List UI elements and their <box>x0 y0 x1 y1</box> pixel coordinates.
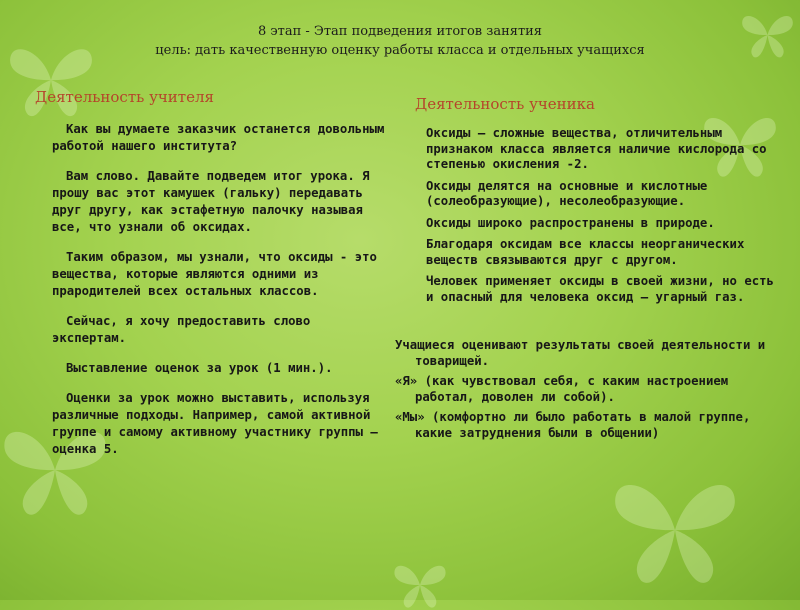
student-heading: Деятельность ученика <box>415 95 595 113</box>
oxide-facts-list <box>393 126 783 305</box>
title-line-1: 8 этап - Этап подведения итогов занятия <box>257 24 543 39</box>
teacher-paragraph: Сейчас, я хочу предоставить слово экспертам. <box>52 314 311 345</box>
list-item <box>393 179 783 210</box>
list-item-text: Благодаря оксидам все классы неорганических веществ связываются друг с другом. <box>426 237 745 267</box>
list-item-text: Оксиды – сложные вещества, отличительным признаком класса является наличие кислорода со степенью окисления -2. <box>426 126 767 171</box>
summary-paragraph: «Я» (как чувствовал себя, с каким настроением работал, доволен ли собой). <box>395 374 729 404</box>
list-item-text: Оксиды делятся на основные и кислотные (солеобразующие), несолеобразующие. <box>426 178 708 208</box>
list-item <box>393 126 783 173</box>
summary-paragraph: Учащиеся оценивают результаты своей деятельности и товарищей. <box>395 338 766 368</box>
student-column <box>393 126 783 446</box>
teacher-paragraph: Оценки за урок можно выставить, используя различные подходы. Например, самой активной группе и самому активному участнику группы – оценка 5. <box>52 391 378 456</box>
teacher-paragraph: Вам слово. Давайте подведем итог урока. Я прошу вас этот камушек (гальку) передавать друг другу, как эстафетную палочку называя все, что узнали об оксидах. <box>52 169 370 234</box>
slide-title <box>0 22 800 60</box>
teacher-heading: Деятельность учителя <box>35 88 214 106</box>
teacher-paragraph: Как вы думаете заказчик останется довольным работой нашего института? <box>52 122 385 153</box>
list-item <box>393 274 783 305</box>
butterfly-icon <box>390 560 450 610</box>
teacher-paragraph: Таким образом, мы узнали, что оксиды - это вещества, которые являются одними из прародителей всех остальных классов. <box>52 250 377 298</box>
list-item <box>393 216 783 232</box>
teacher-column <box>52 121 387 471</box>
self-assessment-block <box>393 338 783 441</box>
butterfly-icon <box>610 470 740 590</box>
list-item-text: Оксиды широко распространены в природе. <box>426 215 715 230</box>
list-item-text: Человек применяет оксиды в своей жизни, но есть и опасный для человека оксид – угарный газ. <box>426 274 774 304</box>
list-item <box>393 237 783 268</box>
summary-paragraph: «Мы» (комфортно ли было работать в малой группе, какие затруднения были в общении) <box>395 410 751 440</box>
teacher-paragraph: Выставление оценок за урок (1 мин.). <box>66 361 333 375</box>
title-line-2: цель: дать качественную оценку работы класса и отдельных учащихся <box>155 43 645 58</box>
